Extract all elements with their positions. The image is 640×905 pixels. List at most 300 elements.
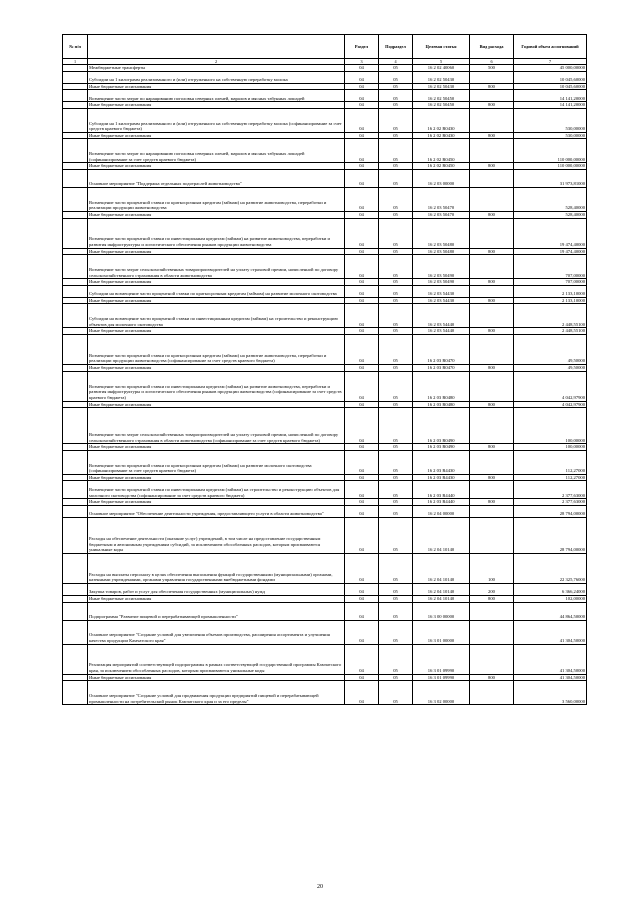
- expense-type-code: [470, 218, 514, 248]
- expense-name: Закупка товаров, работ и услуг для обеспечения государственных (муниципальных) нужд: [88, 583, 345, 595]
- target-article-code: 16 2 02 50450: [413, 102, 470, 109]
- subsection-code: 05: [379, 285, 413, 297]
- annual-amount: 41 304,50000: [514, 674, 587, 681]
- section-code: 04: [345, 285, 379, 297]
- subsection-code: 05: [379, 108, 413, 132]
- section-code: 04: [345, 163, 379, 170]
- expense-name: Иные бюджетные ассигнования: [88, 674, 345, 681]
- annual-amount: 14 141,20000: [514, 102, 587, 109]
- expense-name: Основное мероприятие "Создание условий для продвижения продукции предприятий пищевой и перерабатывающей промышленности на потребительский рынок Камчатского края и за его пределы": [88, 681, 345, 705]
- row-number-cell: [63, 90, 88, 102]
- target-article-code: 16 2 03 54430: [413, 297, 470, 304]
- table-row: [63, 71, 587, 83]
- annual-amount: 2 448,55100: [514, 328, 587, 335]
- row-number-cell: [63, 108, 88, 132]
- table-row: [63, 499, 587, 506]
- subsection-code: 05: [379, 499, 413, 506]
- annual-amount: 22 325,76000: [514, 553, 587, 583]
- target-article-code: 16 3 01 00000: [413, 620, 470, 644]
- expense-name: Возмещение части процентной ставки по краткосрочным кредитам (займам) на развитие животноводства, переработки и реализации продукции животноводства (софинансирование за счет средств краевого бюджета): [88, 334, 345, 364]
- target-article-code: 16 2 03 50490: [413, 255, 470, 279]
- expense-name: Иные бюджетные ассигнования: [88, 211, 345, 218]
- annual-amount: 2 448,55100: [514, 304, 587, 328]
- subsection-code: 05: [379, 169, 413, 187]
- target-article-code: 16 2 03 50480: [413, 218, 470, 248]
- target-article-code: 16 2 03 R0480: [413, 371, 470, 401]
- row-number-cell: [63, 583, 88, 595]
- table-row: [63, 401, 587, 408]
- section-code: 04: [345, 371, 379, 401]
- target-article-code: 16 2 03 R4430: [413, 450, 470, 474]
- subsection-code: 05: [379, 595, 413, 602]
- table-row: [63, 211, 587, 218]
- expense-type-code: 800: [470, 83, 514, 90]
- expense-name: Возмещение части процентной ставки по краткосрочным кредитам (займам) на развитие животноводства, переработки и реализации продукции животноводства: [88, 187, 345, 211]
- subsection-code: 05: [379, 328, 413, 335]
- table-row: [63, 408, 587, 444]
- table-row: [63, 139, 587, 163]
- annual-amount: 112,27000: [514, 474, 587, 481]
- expense-name: Иные бюджетные ассигнования: [88, 248, 345, 255]
- subsection-code: 05: [379, 211, 413, 218]
- section-code: 04: [345, 474, 379, 481]
- expense-name: Основное мероприятие "Создание условий для увеличения объемов производства, расширения ассортимента и улучшения качества продукции Камчатского края": [88, 620, 345, 644]
- annual-amount: 707,00000: [514, 255, 587, 279]
- row-number-cell: [63, 139, 88, 163]
- expense-type-code: 500: [470, 65, 514, 72]
- target-article-code: 16 2 03 54430: [413, 285, 470, 297]
- target-article-code: 16 2 03 50490: [413, 279, 470, 286]
- section-code: 04: [345, 408, 379, 444]
- subsection-code: 05: [379, 583, 413, 595]
- section-code: 04: [345, 304, 379, 328]
- header-section: Раздел: [345, 35, 379, 59]
- target-article-code: 16 2 04 10140: [413, 595, 470, 602]
- expense-name: Иные бюджетные ассигнования: [88, 328, 345, 335]
- section-code: 04: [345, 620, 379, 644]
- column-number: 5: [413, 59, 470, 65]
- table-body: [63, 65, 587, 705]
- annual-amount: 41 304,50000: [514, 620, 587, 644]
- subsection-code: 05: [379, 83, 413, 90]
- expense-type-code: [470, 187, 514, 211]
- section-code: 04: [345, 481, 379, 499]
- expense-type-code: [470, 169, 514, 187]
- row-number-cell: [63, 248, 88, 255]
- target-article-code: 16 3 01 09990: [413, 674, 470, 681]
- row-number-cell: [63, 481, 88, 499]
- column-number: 6: [470, 59, 514, 65]
- subsection-code: 05: [379, 553, 413, 583]
- table-row: [63, 304, 587, 328]
- subsection-code: 05: [379, 71, 413, 83]
- row-number-cell: [63, 681, 88, 705]
- annual-amount: 19 474,40000: [514, 218, 587, 248]
- expense-type-code: [470, 71, 514, 83]
- row-number-cell: [63, 505, 88, 517]
- expense-type-code: [470, 505, 514, 517]
- table-row: [63, 279, 587, 286]
- row-number-cell: [63, 297, 88, 304]
- expense-type-code: 800: [470, 297, 514, 304]
- expense-type-code: [470, 255, 514, 279]
- target-article-code: 16 2 03 50470: [413, 211, 470, 218]
- subsection-code: 05: [379, 408, 413, 444]
- subsection-code: 05: [379, 255, 413, 279]
- header-expense-type: Вид расхода: [470, 35, 514, 59]
- table-row: [63, 583, 587, 595]
- expense-name: Иные бюджетные ассигнования: [88, 499, 345, 506]
- target-article-code: 16 2 02 R0430: [413, 108, 470, 132]
- expense-type-code: [470, 517, 514, 553]
- row-number-cell: [63, 450, 88, 474]
- target-article-code: 16 2 03 R0490: [413, 444, 470, 451]
- expense-name: Субсидии на 1 килограмм реализованного и (или) отгруженного на собственную переработку молока: [88, 71, 345, 83]
- table-row: [63, 169, 587, 187]
- table-row: [63, 595, 587, 602]
- expense-name: Подпрограмма "Развитие пищевой и перерабатывающей промышленности": [88, 602, 345, 620]
- expense-type-code: [470, 681, 514, 705]
- expense-type-code: 800: [470, 328, 514, 335]
- column-number: 2: [88, 59, 345, 65]
- target-article-code: 16 2 03 R0470: [413, 364, 470, 371]
- row-number-cell: [63, 595, 88, 602]
- annual-amount: 4 042,97900: [514, 371, 587, 401]
- expense-type-code: 100: [470, 553, 514, 583]
- target-article-code: 16 2 02 R0450: [413, 163, 470, 170]
- table-row: [63, 83, 587, 90]
- table-row: [63, 620, 587, 644]
- table-row: [63, 674, 587, 681]
- target-article-code: 16 2 03 54440: [413, 328, 470, 335]
- target-article-code: 16 2 02 50430: [413, 71, 470, 83]
- section-code: 04: [345, 108, 379, 132]
- section-code: 04: [345, 132, 379, 139]
- target-article-code: 16 2 03 R4440: [413, 481, 470, 499]
- table-row: [63, 681, 587, 705]
- section-code: 04: [345, 71, 379, 83]
- row-number-cell: [63, 517, 88, 553]
- section-code: 04: [345, 517, 379, 553]
- annual-amount: 530,00000: [514, 108, 587, 132]
- expense-type-code: 800: [470, 401, 514, 408]
- page-number: 20: [317, 884, 323, 890]
- target-article-code: 16 2 02 40060: [413, 65, 470, 72]
- annual-amount: 19 474,40000: [514, 248, 587, 255]
- subsection-code: 05: [379, 279, 413, 286]
- annual-amount: 2 133,10000: [514, 285, 587, 297]
- row-number-cell: [63, 304, 88, 328]
- expense-type-code: [470, 108, 514, 132]
- annual-amount: 10 045,60000: [514, 83, 587, 90]
- expense-type-code: 800: [470, 595, 514, 602]
- table-row: [63, 644, 587, 674]
- table-row: [63, 132, 587, 139]
- annual-amount: 112,27000: [514, 450, 587, 474]
- target-article-code: 16 3 02 00000: [413, 681, 470, 705]
- table-row: [63, 450, 587, 474]
- annual-amount: 49,50000: [514, 364, 587, 371]
- header-number: № п/п: [63, 35, 88, 59]
- row-number-cell: [63, 211, 88, 218]
- section-code: 04: [345, 401, 379, 408]
- subsection-code: 05: [379, 218, 413, 248]
- row-number-cell: [63, 408, 88, 444]
- header-target-article: Целевая статья: [413, 35, 470, 59]
- row-number-cell: [63, 285, 88, 297]
- annual-amount: 14 141,20000: [514, 90, 587, 102]
- subsection-code: 05: [379, 139, 413, 163]
- row-number-cell: [63, 102, 88, 109]
- table-row: [63, 102, 587, 109]
- annual-amount: 707,00000: [514, 279, 587, 286]
- table-row: [63, 163, 587, 170]
- annual-amount: 2 377,63000: [514, 499, 587, 506]
- row-number-cell: [63, 255, 88, 279]
- section-code: 04: [345, 255, 379, 279]
- target-article-code: 16 2 03 R0490: [413, 408, 470, 444]
- annual-amount: 28 794,00000: [514, 517, 587, 553]
- annual-amount: 49,50000: [514, 334, 587, 364]
- annual-amount: 45 000,00000: [514, 65, 587, 72]
- target-article-code: 16 2 03 R0480: [413, 401, 470, 408]
- subsection-code: 05: [379, 401, 413, 408]
- expense-type-code: 800: [470, 132, 514, 139]
- annual-amount: 41 304,50000: [514, 644, 587, 674]
- section-code: 04: [345, 674, 379, 681]
- target-article-code: 16 2 02 50430: [413, 83, 470, 90]
- subsection-code: 05: [379, 474, 413, 481]
- section-code: 04: [345, 328, 379, 335]
- row-number-cell: [63, 71, 88, 83]
- table-row: [63, 328, 587, 335]
- annual-amount: 31 973,81000: [514, 169, 587, 187]
- table-row: [63, 297, 587, 304]
- row-number-cell: [63, 401, 88, 408]
- section-code: 04: [345, 279, 379, 286]
- target-article-code: 16 2 04 10140: [413, 553, 470, 583]
- section-code: 04: [345, 602, 379, 620]
- target-article-code: 16 2 03 50480: [413, 248, 470, 255]
- subsection-code: 05: [379, 681, 413, 705]
- row-number-cell: [63, 674, 88, 681]
- section-code: 04: [345, 334, 379, 364]
- section-code: 04: [345, 169, 379, 187]
- expense-name: Возмещение части процентной ставки по инвестиционным кредитам (займам) на развитие животноводства, переработки и развития инфраструктуры и логистического обеспечения рынков продукции животноводства: [88, 218, 345, 248]
- table-row: [63, 505, 587, 517]
- section-code: 04: [345, 450, 379, 474]
- table-row: [63, 187, 587, 211]
- expense-type-code: 800: [470, 444, 514, 451]
- subsection-code: 05: [379, 371, 413, 401]
- section-code: 04: [345, 505, 379, 517]
- expense-type-code: [470, 334, 514, 364]
- annual-amount: 44 864,50000: [514, 602, 587, 620]
- section-code: 04: [345, 553, 379, 583]
- subsection-code: 05: [379, 620, 413, 644]
- expense-type-code: 800: [470, 163, 514, 170]
- table-row: [63, 474, 587, 481]
- section-code: 04: [345, 90, 379, 102]
- target-article-code: 16 2 03 54440: [413, 304, 470, 328]
- subsection-code: 05: [379, 644, 413, 674]
- row-number-cell: [63, 328, 88, 335]
- section-code: 04: [345, 83, 379, 90]
- expense-name: Реализация мероприятий соответствующей подпрограммы в рамках соответствующей государственной программы Камчатского края, за исключением обособленных расходов, которым присваиваются уникальные коды: [88, 644, 345, 674]
- table-row: [63, 602, 587, 620]
- header-name: [88, 35, 345, 59]
- expense-type-code: [470, 371, 514, 401]
- row-number-cell: [63, 163, 88, 170]
- expense-name: Возмещение части процентной ставки по краткосрочным кредитам (займам) на развитие молочного скотоводства (софинансирование за счет средств краевого бюджета): [88, 450, 345, 474]
- table-row: [63, 90, 587, 102]
- expense-type-code: [470, 644, 514, 674]
- expense-type-code: 800: [470, 279, 514, 286]
- annual-amount: 102,00000: [514, 595, 587, 602]
- expense-type-code: 800: [470, 248, 514, 255]
- row-number-cell: [63, 602, 88, 620]
- section-code: 04: [345, 187, 379, 211]
- target-article-code: 16 3 01 09990: [413, 644, 470, 674]
- annual-amount: 6 366,24000: [514, 583, 587, 595]
- subsection-code: 05: [379, 364, 413, 371]
- target-article-code: 16 2 04 10140: [413, 517, 470, 553]
- expense-type-code: [470, 304, 514, 328]
- target-article-code: 16 2 02 R0450: [413, 139, 470, 163]
- section-code: 04: [345, 297, 379, 304]
- expense-name: Основное мероприятие "Поддержка отдельных подотраслей животноводства": [88, 169, 345, 187]
- subsection-code: 05: [379, 602, 413, 620]
- table-row: [63, 255, 587, 279]
- expense-name: Субсидии на возмещение части процентной ставки по краткосрочным кредитам (займам) на развитие молочного скотоводства: [88, 285, 345, 297]
- expense-name: Возмещение части затрат по наращиванию поголовья северных оленей, маралов и мясных табунных лошадей (софинансирование за счет средств краевого бюджета): [88, 139, 345, 163]
- table-row: [63, 65, 587, 72]
- row-number-cell: [63, 83, 88, 90]
- subsection-code: 05: [379, 90, 413, 102]
- column-number: 4: [379, 59, 413, 65]
- annual-amount: 110 000,00000: [514, 163, 587, 170]
- subsection-code: 05: [379, 102, 413, 109]
- subsection-code: 05: [379, 187, 413, 211]
- subsection-code: 05: [379, 65, 413, 72]
- row-number-cell: [63, 187, 88, 211]
- subsection-code: 05: [379, 132, 413, 139]
- expense-name: Межбюджетные трансферты: [88, 65, 345, 72]
- row-number-cell: [63, 644, 88, 674]
- section-code: 04: [345, 444, 379, 451]
- row-number-cell: [63, 334, 88, 364]
- annual-amount: 10 045,60000: [514, 71, 587, 83]
- expense-name: Субсидии на возмещение части процентной ставки по инвестиционным кредитам (займам) на строительство и реконструкцию объектов для молочного скотоводства: [88, 304, 345, 328]
- section-code: 04: [345, 248, 379, 255]
- row-number-cell: [63, 132, 88, 139]
- expense-type-code: [470, 602, 514, 620]
- expense-type-code: [470, 139, 514, 163]
- column-number: 1: [63, 59, 88, 65]
- target-article-code: 16 2 03 R4430: [413, 474, 470, 481]
- subsection-code: 05: [379, 304, 413, 328]
- expense-name: Основное мероприятие "Обеспечение деятельности учреждения, предоставляющего услуги в области животноводства": [88, 505, 345, 517]
- expense-name: Иные бюджетные ассигнования: [88, 364, 345, 371]
- table-row: [63, 517, 587, 553]
- subsection-code: 05: [379, 297, 413, 304]
- annual-amount: 100,00000: [514, 444, 587, 451]
- expense-name: Иные бюджетные ассигнования: [88, 279, 345, 286]
- target-article-code: 16 2 03 R4440: [413, 499, 470, 506]
- header-annual-amount: Годовой объем ассигнований: [514, 35, 587, 59]
- section-code: 04: [345, 102, 379, 109]
- expense-type-code: [470, 620, 514, 644]
- subsection-code: 05: [379, 248, 413, 255]
- section-code: 04: [345, 595, 379, 602]
- expense-name: Иные бюджетные ассигнования: [88, 102, 345, 109]
- row-number-cell: [63, 444, 88, 451]
- target-article-code: 16 2 03 R0470: [413, 334, 470, 364]
- table-row: [63, 248, 587, 255]
- section-code: 04: [345, 218, 379, 248]
- annual-amount: 528,40000: [514, 187, 587, 211]
- column-number: 7: [514, 59, 587, 65]
- target-article-code: 16 2 02 R0430: [413, 132, 470, 139]
- expense-name: Расходы на обеспечение деятельности (оказание услуг) учреждений, в том числе на предоставление государственным бюджетным и автономным учреждениям субсидий, за исключением обособленных расходов, которым присваиваются уникальные коды: [88, 517, 345, 553]
- annual-amount: 3 560,00000: [514, 681, 587, 705]
- expense-name: Иные бюджетные ассигнования: [88, 83, 345, 90]
- row-number-cell: [63, 169, 88, 187]
- expense-name: Иные бюджетные ассигнования: [88, 297, 345, 304]
- target-article-code: 16 3 00 00000: [413, 602, 470, 620]
- expense-type-code: [470, 408, 514, 444]
- subsection-code: 05: [379, 444, 413, 451]
- row-number-cell: [63, 371, 88, 401]
- expense-name: Иные бюджетные ассигнования: [88, 163, 345, 170]
- section-code: 04: [345, 364, 379, 371]
- annual-amount: 2 377,63000: [514, 481, 587, 499]
- target-article-code: 16 2 04 00000: [413, 505, 470, 517]
- expense-name: Иные бюджетные ассигнования: [88, 444, 345, 451]
- row-number-cell: [63, 553, 88, 583]
- section-code: 04: [345, 583, 379, 595]
- column-number: 3: [345, 59, 379, 65]
- header-row: [63, 35, 587, 59]
- target-article-code: 16 2 03 00000: [413, 169, 470, 187]
- table-row: [63, 334, 587, 364]
- expense-type-code: 800: [470, 211, 514, 218]
- expense-type-code: [470, 450, 514, 474]
- table-row: [63, 218, 587, 248]
- row-number-cell: [63, 364, 88, 371]
- expense-type-code: [470, 285, 514, 297]
- table-row: [63, 444, 587, 451]
- subsection-code: 05: [379, 334, 413, 364]
- target-article-code: 16 2 04 10140: [413, 583, 470, 595]
- expense-name: Иные бюджетные ассигнования: [88, 474, 345, 481]
- target-article-code: 16 2 02 50450: [413, 90, 470, 102]
- header-subsection: Подраздел: [379, 35, 413, 59]
- annual-amount: 110 000,00000: [514, 139, 587, 163]
- expense-type-code: [470, 90, 514, 102]
- expense-name: Иные бюджетные ассигнования: [88, 595, 345, 602]
- expense-type-code: 200: [470, 583, 514, 595]
- target-article-code: 16 2 03 50470: [413, 187, 470, 211]
- row-number-cell: [63, 218, 88, 248]
- expense-type-code: 800: [470, 364, 514, 371]
- expense-type-code: 800: [470, 474, 514, 481]
- table-row: [63, 364, 587, 371]
- row-number-cell: [63, 279, 88, 286]
- expense-name: Иные бюджетные ассигнования: [88, 132, 345, 139]
- subsection-code: 05: [379, 450, 413, 474]
- expense-name: Возмещение части процентной ставки по инвестиционным кредитам (займам) на развитие животноводства, переработки и развития инфраструктуры и логистического обеспечения рынков продукции животноводства (софинансирование за счет средств краевого бюджета): [88, 371, 345, 401]
